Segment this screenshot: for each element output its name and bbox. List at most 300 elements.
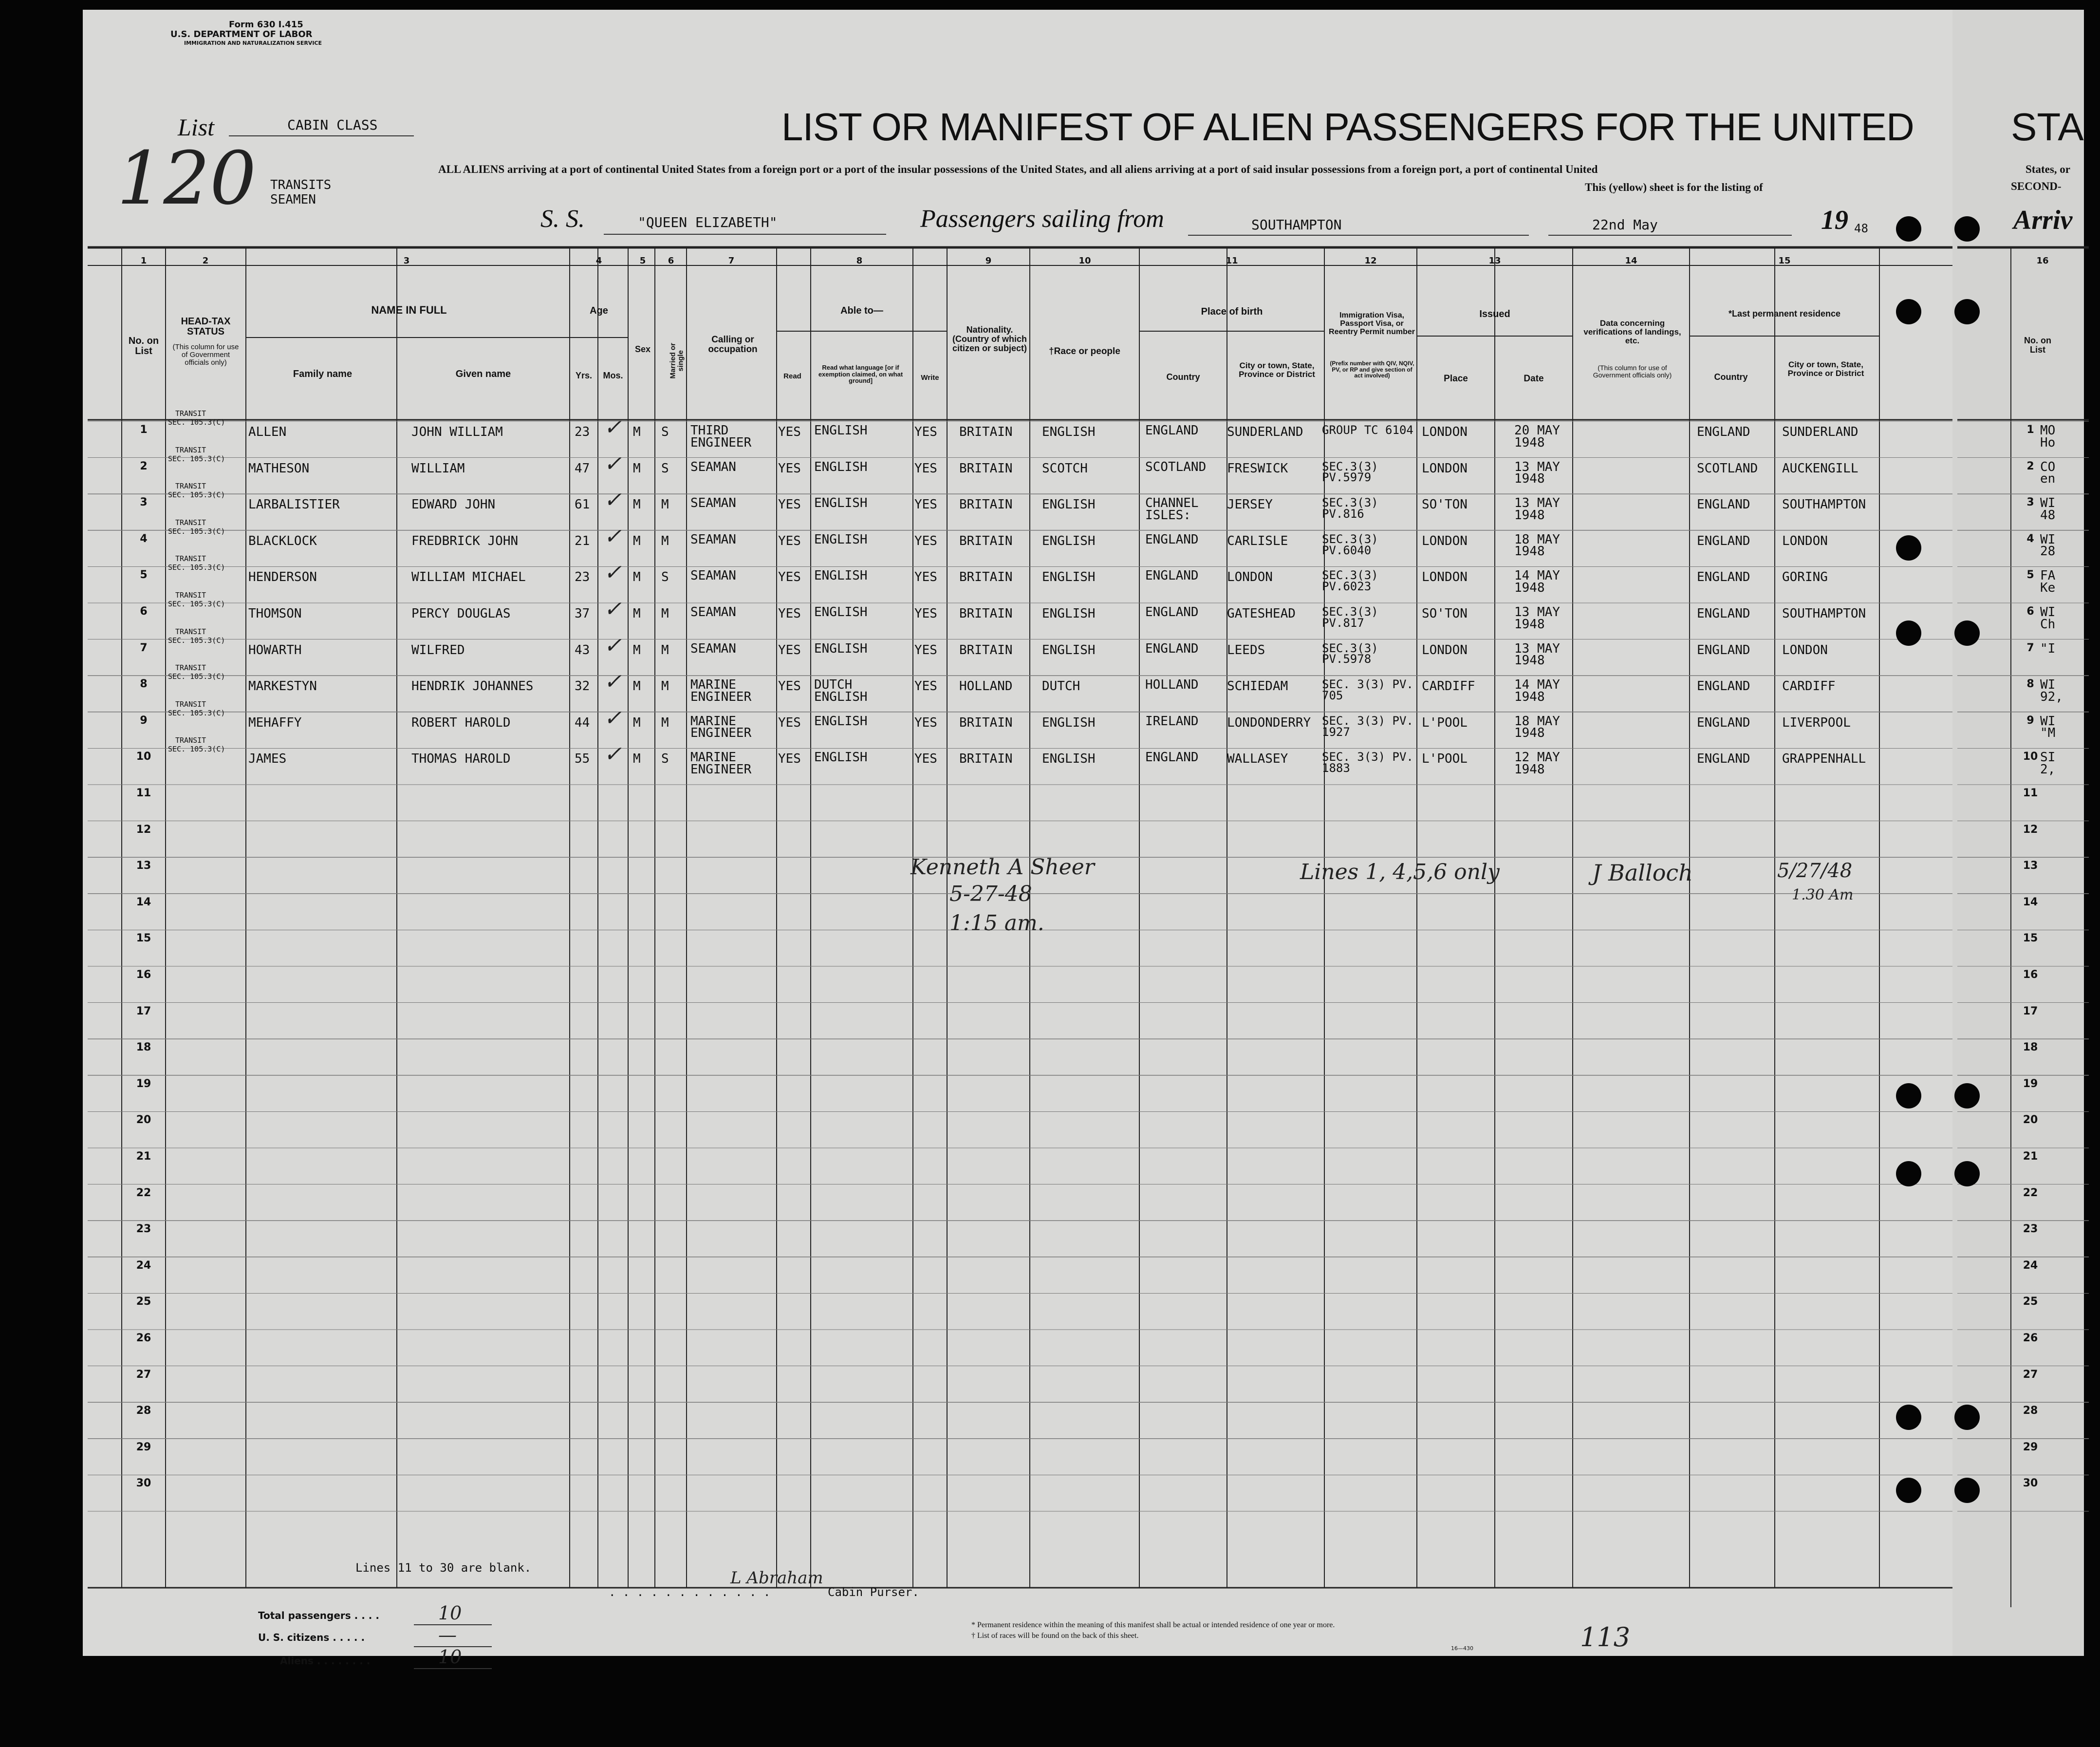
signature-2-time: 1.30 Am bbox=[1792, 886, 1854, 903]
row-number: 27 bbox=[2023, 1368, 2038, 1381]
port-underline bbox=[1188, 235, 1529, 236]
birth-country: SCOTLAND bbox=[1145, 459, 1207, 474]
nationality: BRITAIN bbox=[959, 533, 1013, 548]
marital-status: S bbox=[661, 751, 669, 767]
punch-hole bbox=[1954, 620, 1980, 646]
tax-section: SEC. 105.3(C) bbox=[168, 672, 225, 681]
marital-status: S bbox=[661, 570, 669, 585]
row-number: 14 bbox=[136, 896, 151, 908]
check-mark-icon: ✓ bbox=[604, 415, 622, 440]
residence-city: LIVERPOOL bbox=[1782, 715, 1851, 730]
residence-country: ENGLAND bbox=[1697, 497, 1750, 512]
birth-country: ENGLAND bbox=[1145, 641, 1199, 656]
given-name: WILLIAM MICHAEL bbox=[411, 570, 526, 585]
punch-hole bbox=[1954, 216, 1980, 242]
marital-status: M bbox=[661, 642, 669, 657]
list-underline bbox=[229, 135, 414, 136]
footnote-races: † List of races will be found on the back of this sheet. bbox=[971, 1632, 1139, 1640]
header-head-tax: HEAD-TAX STATUS bbox=[181, 316, 231, 337]
row-number: 20 bbox=[2023, 1114, 2038, 1127]
read-language: ENGLISH bbox=[814, 605, 868, 620]
birth-country: ENGLAND bbox=[1145, 568, 1199, 583]
row-number: 1 bbox=[2026, 424, 2034, 436]
race: DUTCH bbox=[1042, 679, 1080, 694]
ship-name: "QUEEN ELIZABETH" bbox=[638, 214, 778, 230]
family-name: BLACKLOCK bbox=[248, 533, 317, 548]
age-years: 61 bbox=[575, 497, 590, 512]
tax-status: TRANSIT bbox=[175, 699, 206, 709]
birth-city: JERSEY bbox=[1227, 497, 1273, 512]
header-sex: Sex bbox=[634, 344, 651, 354]
read-language: ENGLISH bbox=[814, 641, 868, 656]
row-number: 30 bbox=[136, 1477, 151, 1490]
row-number: 27 bbox=[136, 1368, 151, 1381]
birth-city: LONDON bbox=[1227, 570, 1273, 585]
tax-section: SEC. 105.3(C) bbox=[168, 636, 225, 645]
header-given-name: Given name bbox=[455, 369, 511, 379]
sailing-label: Passengers sailing from bbox=[920, 205, 1164, 233]
can-read: YES bbox=[778, 461, 801, 476]
sex: M bbox=[633, 751, 641, 767]
row-number: 29 bbox=[2023, 1441, 2038, 1453]
row-number: 11 bbox=[2023, 787, 2038, 799]
birth-city: WALLASEY bbox=[1227, 751, 1288, 767]
row-number: 28 bbox=[2023, 1405, 2038, 1417]
row-number: 23 bbox=[2023, 1223, 2038, 1236]
given-name: WILFRED bbox=[411, 642, 465, 657]
occupation: SEAMAN bbox=[690, 496, 736, 511]
subtitle-continued-1: States, or bbox=[2026, 163, 2070, 175]
header-verification: Data concerning verifications of landings, etc. bbox=[1583, 319, 1681, 345]
punch-hole bbox=[1896, 1161, 1921, 1186]
can-write: YES bbox=[914, 533, 937, 548]
row-number: 21 bbox=[136, 1150, 151, 1163]
page-title: LIST OR MANIFEST OF ALIEN PASSENGERS FOR THE UNITED bbox=[781, 105, 1914, 149]
row-number: 22 bbox=[136, 1186, 151, 1199]
given-name: JOHN WILLIAM bbox=[411, 425, 503, 439]
nationality: BRITAIN bbox=[959, 751, 1013, 767]
occupation: MARINE ENGINEER bbox=[690, 677, 752, 704]
issue-date: 13 MAY 1948 bbox=[1514, 605, 1560, 632]
can-write: YES bbox=[914, 425, 937, 439]
marital-status: M bbox=[661, 533, 669, 548]
header-no-on-list-2: No. on List bbox=[2024, 336, 2051, 355]
header-write: Write bbox=[921, 374, 939, 382]
check-mark-icon: ✓ bbox=[604, 669, 622, 695]
read-language: ENGLISH bbox=[814, 532, 868, 547]
birth-country: ENGLAND bbox=[1145, 532, 1199, 547]
blank-lines-note: Lines 11 to 30 are blank. bbox=[355, 1561, 532, 1575]
nationality: BRITAIN bbox=[959, 570, 1013, 585]
sex: M bbox=[633, 679, 641, 694]
row-number: 2 bbox=[140, 460, 148, 472]
check-mark-icon: ✓ bbox=[604, 597, 622, 621]
col16-partial: WI 92, bbox=[2040, 677, 2063, 704]
birth-country: IRELAND bbox=[1145, 714, 1199, 729]
header-married: Married or single bbox=[669, 343, 685, 379]
check-mark-icon: ✓ bbox=[604, 633, 622, 658]
aliens-underline bbox=[414, 1668, 492, 1669]
tax-status: TRANSIT bbox=[175, 482, 206, 491]
race: ENGLISH bbox=[1042, 497, 1096, 512]
column-number: 7 bbox=[728, 256, 735, 266]
visa-number: SEC. 3(3) PV. 705 bbox=[1322, 677, 1413, 702]
header-name-in-full: NAME IN FULL bbox=[371, 304, 447, 316]
row-number: 9 bbox=[2026, 714, 2034, 727]
department: U.S. DEPARTMENT OF LABOR bbox=[170, 29, 313, 39]
issue-date: 14 MAY 1948 bbox=[1514, 568, 1560, 596]
punch-hole bbox=[1954, 1083, 1980, 1108]
birth-city: LONDONDERRY bbox=[1227, 715, 1311, 730]
can-write: YES bbox=[914, 715, 937, 730]
inspector-date: 5-27-48 bbox=[949, 882, 1032, 906]
col16-partial: CO en bbox=[2040, 459, 2056, 487]
birth-country: HOLLAND bbox=[1145, 677, 1199, 693]
column-number: 14 bbox=[1625, 256, 1637, 266]
row-number: 3 bbox=[140, 496, 148, 509]
check-mark-icon: ✓ bbox=[604, 742, 622, 767]
read-language: DUTCH ENGLISH bbox=[814, 677, 868, 704]
row-number: 8 bbox=[140, 678, 148, 691]
issue-date: 18 MAY 1948 bbox=[1514, 532, 1560, 559]
punch-hole bbox=[1896, 535, 1921, 561]
header-no-on-list: No. on List bbox=[128, 336, 159, 357]
race: ENGLISH bbox=[1042, 425, 1096, 439]
header-age: Age bbox=[590, 305, 608, 316]
check-mark-icon: ✓ bbox=[604, 524, 622, 549]
can-write: YES bbox=[914, 461, 937, 476]
given-name: WILLIAM bbox=[411, 461, 465, 476]
issue-date: 12 MAY 1948 bbox=[1514, 750, 1560, 777]
row-number: 19 bbox=[136, 1077, 151, 1090]
inspector-name: Kenneth A Sheer bbox=[911, 855, 1095, 880]
aliens-label: Aliens . . . . . . . . bbox=[280, 1655, 371, 1667]
row-number: 17 bbox=[136, 1005, 151, 1017]
row-number: 16 bbox=[136, 969, 151, 981]
row-number: 2 bbox=[2026, 460, 2034, 472]
issue-place: LONDON bbox=[1422, 425, 1468, 439]
punch-hole bbox=[1896, 299, 1921, 324]
residence-city: SOUTHAMPTON bbox=[1782, 497, 1866, 512]
nationality: BRITAIN bbox=[959, 497, 1013, 512]
marital-status: M bbox=[661, 606, 669, 621]
total-passengers-label: Total passengers . . . . bbox=[258, 1610, 379, 1621]
year-suffix: 48 bbox=[1854, 222, 1868, 235]
row-number: 13 bbox=[2023, 860, 2038, 872]
occupation: SEAMAN bbox=[690, 605, 736, 620]
header-visa-note: (Prefix number with QIV, NQIV, PV, or RP and give section of act involved) bbox=[1330, 360, 1414, 379]
row-number: 26 bbox=[136, 1332, 151, 1344]
header-mos: Mos. bbox=[603, 371, 623, 380]
birth-city: SUNDERLAND bbox=[1227, 425, 1303, 439]
tax-status: TRANSIT bbox=[175, 663, 206, 673]
col16-partial: FA Ke bbox=[2040, 568, 2056, 596]
can-read: YES bbox=[778, 715, 801, 730]
occupation: SEAMAN bbox=[690, 568, 736, 583]
residence-country: ENGLAND bbox=[1697, 606, 1750, 621]
row-number: 12 bbox=[136, 823, 151, 836]
header-yrs: Yrs. bbox=[575, 371, 593, 380]
header-residence-country: Country bbox=[1714, 372, 1748, 382]
row-number: 11 bbox=[136, 787, 151, 799]
subtitle-line-1: ALL ALIENS arriving at a port of continental United States from a foreign port or a port of the insular possessions of the United States, and all aliens arriving at a port of said insular possessions from a foreign port, a port of continental United bbox=[438, 163, 1598, 175]
occupation: SEAMAN bbox=[690, 459, 736, 474]
purser-signature: L Abraham bbox=[730, 1568, 823, 1588]
age-years: 21 bbox=[575, 533, 590, 548]
given-name: HENDRIK JOHANNES bbox=[411, 679, 534, 694]
col16-partial: WI 48 bbox=[2040, 496, 2056, 523]
row-number: 23 bbox=[136, 1223, 151, 1236]
marital-status: M bbox=[661, 679, 669, 694]
read-language: ENGLISH bbox=[814, 568, 868, 583]
row-number: 24 bbox=[136, 1259, 151, 1272]
col16-partial: "I bbox=[2040, 641, 2056, 656]
row-number: 1 bbox=[140, 424, 148, 436]
punch-hole bbox=[1954, 1478, 1980, 1503]
occupation: SEAMAN bbox=[690, 532, 736, 547]
row-number: 19 bbox=[2023, 1077, 2038, 1090]
ship-underline bbox=[604, 234, 886, 235]
residence-city: SOUTHAMPTON bbox=[1782, 606, 1866, 621]
column-number: 8 bbox=[856, 256, 863, 266]
nationality: BRITAIN bbox=[959, 461, 1013, 476]
column-number: 6 bbox=[668, 256, 674, 266]
date-underline bbox=[1548, 235, 1792, 236]
sailing-date: 22nd May bbox=[1592, 217, 1658, 233]
row-number: 16 bbox=[2023, 969, 2038, 981]
given-name: ROBERT HAROLD bbox=[411, 715, 511, 730]
occupation: SEAMAN bbox=[690, 641, 736, 656]
visa-number: SEC.3(3) PV.5978 bbox=[1322, 641, 1378, 666]
residence-country: ENGLAND bbox=[1697, 570, 1750, 585]
can-read: YES bbox=[778, 425, 801, 439]
check-mark-icon: ✓ bbox=[604, 560, 622, 585]
family-name: MEHAFFY bbox=[248, 715, 302, 730]
read-language: ENGLISH bbox=[814, 714, 868, 729]
header-able-to: Able to— bbox=[840, 305, 883, 316]
issue-date: 14 MAY 1948 bbox=[1514, 677, 1560, 704]
row-number: 24 bbox=[2023, 1259, 2038, 1272]
read-language: ENGLISH bbox=[814, 423, 868, 438]
column-number: 9 bbox=[985, 256, 992, 266]
visa-number: SEC.3(3) PV.5979 bbox=[1322, 459, 1378, 485]
can-read: YES bbox=[778, 497, 801, 512]
sex: M bbox=[633, 715, 641, 730]
check-mark-icon: ✓ bbox=[604, 488, 622, 513]
header-nationality: Nationality. (Country of which citizen or subject) bbox=[952, 325, 1027, 353]
can-read: YES bbox=[778, 642, 801, 657]
birth-city: LEEDS bbox=[1227, 642, 1265, 657]
list-value: CABIN CLASS bbox=[287, 117, 378, 133]
punch-hole bbox=[1954, 299, 1980, 324]
row-number: 5 bbox=[2026, 569, 2034, 582]
header-read-language: Read what language [or if exemption claimed, on what ground] bbox=[818, 364, 903, 385]
age-years: 55 bbox=[575, 751, 590, 767]
birth-country: CHANNEL ISLES: bbox=[1145, 496, 1199, 523]
row-number: 15 bbox=[2023, 932, 2038, 945]
arriving-continued: Arriv bbox=[2013, 205, 2073, 235]
age-years: 37 bbox=[575, 606, 590, 621]
family-name: HENDERSON bbox=[248, 570, 317, 585]
subtitle-continued-2: SECOND- bbox=[2011, 180, 2062, 192]
nationality: BRITAIN bbox=[959, 715, 1013, 730]
col16-partial: WI 28 bbox=[2040, 532, 2056, 559]
birth-city: SCHIEDAM bbox=[1227, 679, 1288, 694]
occupation: MARINE ENGINEER bbox=[690, 714, 752, 741]
header-issued-place: Place bbox=[1444, 374, 1468, 384]
sex: M bbox=[633, 533, 641, 548]
sailing-port: SOUTHAMPTON bbox=[1251, 217, 1342, 233]
row-number: 13 bbox=[136, 860, 151, 872]
nationality: BRITAIN bbox=[959, 642, 1013, 657]
family-name: HOWARTH bbox=[248, 642, 302, 657]
header-verification-note: (This column for use of Government officials only) bbox=[1593, 364, 1672, 379]
column-number: 15 bbox=[1778, 256, 1791, 266]
row-number: 18 bbox=[2023, 1041, 2038, 1054]
read-language: ENGLISH bbox=[814, 496, 868, 511]
row-number: 9 bbox=[140, 714, 148, 727]
print-code: 16—430 bbox=[1451, 1645, 1473, 1652]
header-birth-city: City or town, State, Province or District bbox=[1239, 361, 1315, 379]
age-years: 23 bbox=[575, 570, 590, 585]
can-write: YES bbox=[914, 679, 937, 694]
can-read: YES bbox=[778, 679, 801, 694]
year-prefix: 19 bbox=[1821, 205, 1848, 235]
column-number: 1 bbox=[140, 256, 147, 266]
signature-2-date: 5/27/48 bbox=[1777, 860, 1853, 882]
punch-hole bbox=[1954, 1405, 1980, 1430]
race: ENGLISH bbox=[1042, 570, 1096, 585]
occupation: THIRD ENGINEER bbox=[690, 423, 752, 450]
race: ENGLISH bbox=[1042, 715, 1096, 730]
column-number: 4 bbox=[595, 256, 602, 266]
row-number: 25 bbox=[136, 1296, 151, 1308]
header-last-residence: *Last permanent residence bbox=[1728, 309, 1841, 319]
race: ENGLISH bbox=[1042, 533, 1096, 548]
visa-number: SEC. 3(3) PV. 1927 bbox=[1322, 714, 1413, 739]
issue-place: SO'TON bbox=[1422, 606, 1468, 621]
lines-note: Lines 1, 4,5,6 only bbox=[1300, 860, 1500, 884]
visa-number: SEC.3(3) PV.6023 bbox=[1322, 568, 1378, 594]
race: ENGLISH bbox=[1042, 751, 1096, 767]
ss-label: S. S. bbox=[540, 205, 585, 233]
column-number: 16 bbox=[2036, 256, 2049, 266]
birth-country: ENGLAND bbox=[1145, 750, 1199, 765]
purser-dots: . . . . . . . . . . . . bbox=[609, 1585, 771, 1599]
can-write: YES bbox=[914, 497, 937, 512]
age-years: 43 bbox=[575, 642, 590, 657]
row-number: 25 bbox=[2023, 1296, 2038, 1308]
birth-country: ENGLAND bbox=[1145, 423, 1199, 438]
issue-place: LONDON bbox=[1422, 570, 1468, 585]
row-number: 18 bbox=[136, 1041, 151, 1054]
col16-partial: WI "M bbox=[2040, 714, 2056, 741]
residence-city: SUNDERLAND bbox=[1782, 425, 1858, 439]
marital-status: M bbox=[661, 497, 669, 512]
row-number: 5 bbox=[140, 569, 148, 582]
sex: M bbox=[633, 461, 641, 476]
issue-place: L'POOL bbox=[1422, 751, 1468, 767]
residence-city: LONDON bbox=[1782, 642, 1828, 657]
occupation: MARINE ENGINEER bbox=[690, 750, 752, 777]
header-race: †Race or people bbox=[1049, 346, 1120, 357]
us-citizens-label: U. S. citizens . . . . . bbox=[258, 1632, 365, 1643]
family-name: MATHESON bbox=[248, 461, 310, 476]
given-name: EDWARD JOHN bbox=[411, 497, 496, 512]
residence-country: ENGLAND bbox=[1697, 533, 1750, 548]
row-number: 30 bbox=[2023, 1477, 2038, 1490]
can-write: YES bbox=[914, 751, 937, 767]
residence-city: LONDON bbox=[1782, 533, 1828, 548]
aliens-value: 10 bbox=[438, 1646, 462, 1668]
row-number: 3 bbox=[2026, 496, 2034, 509]
inspector-time: 1:15 am. bbox=[949, 911, 1044, 936]
marital-status: S bbox=[661, 425, 669, 439]
row-number: 8 bbox=[2026, 678, 2034, 691]
tax-section: SEC. 105.3(C) bbox=[168, 490, 225, 500]
punch-hole bbox=[1896, 1478, 1921, 1503]
row-number: 6 bbox=[2026, 605, 2034, 618]
sex: M bbox=[633, 642, 641, 657]
issue-place: LONDON bbox=[1422, 461, 1468, 476]
column-number: 3 bbox=[403, 256, 410, 266]
tax-section: SEC. 105.3(C) bbox=[168, 600, 225, 608]
row-number: 26 bbox=[2023, 1332, 2038, 1344]
issue-place: LONDON bbox=[1422, 642, 1468, 657]
row-number: 4 bbox=[140, 532, 148, 545]
visa-number: SEC.3(3) PV.6040 bbox=[1322, 532, 1378, 557]
issue-date: 13 MAY 1948 bbox=[1514, 496, 1560, 523]
tax-section: SEC. 105.3(C) bbox=[168, 418, 225, 427]
header-residence-city: City or town, State, Province or District bbox=[1787, 360, 1864, 378]
issue-place: SO'TON bbox=[1422, 497, 1468, 512]
punch-hole bbox=[1954, 1161, 1980, 1186]
issue-date: 13 MAY 1948 bbox=[1514, 641, 1560, 668]
given-name: FREDBRICK JOHN bbox=[411, 533, 519, 548]
header-read: Read bbox=[783, 372, 801, 380]
transits-label: TRANSITS bbox=[270, 178, 332, 192]
tax-section: SEC. 105.3(C) bbox=[168, 454, 225, 463]
family-name: MARKESTYN bbox=[248, 679, 317, 694]
nationality: HOLLAND bbox=[959, 679, 1013, 694]
subtitle-line-2: This (yellow) sheet is for the listing of bbox=[1585, 181, 1763, 193]
issue-date: 13 MAY 1948 bbox=[1514, 459, 1560, 487]
residence-country: ENGLAND bbox=[1697, 751, 1750, 767]
col16-partial: SI 2, bbox=[2040, 750, 2056, 777]
family-name: THOMSON bbox=[248, 606, 302, 621]
row-number: 28 bbox=[136, 1405, 151, 1417]
visa-number: SEC.3(3) PV.817 bbox=[1322, 605, 1378, 630]
punch-hole bbox=[1896, 1083, 1921, 1108]
residence-country: ENGLAND bbox=[1697, 715, 1750, 730]
residence-country: ENGLAND bbox=[1697, 642, 1750, 657]
race: SCOTCH bbox=[1042, 461, 1088, 476]
visa-number: SEC.3(3) PV.816 bbox=[1322, 496, 1378, 521]
nationality: BRITAIN bbox=[959, 606, 1013, 621]
punch-hole bbox=[1896, 620, 1921, 646]
tax-section: SEC. 105.3(C) bbox=[168, 526, 225, 536]
punch-hole bbox=[1896, 216, 1921, 242]
tax-status: TRANSIT bbox=[175, 627, 206, 636]
residence-city: CARDIFF bbox=[1782, 679, 1836, 694]
row-number: 17 bbox=[2023, 1005, 2038, 1017]
purser-label: Cabin Purser. bbox=[828, 1585, 919, 1599]
given-name: PERCY DOUGLAS bbox=[411, 606, 511, 621]
given-name: THOMAS HAROLD bbox=[411, 751, 511, 767]
sex: M bbox=[633, 606, 641, 621]
row-number: 7 bbox=[2026, 641, 2034, 654]
issue-place: CARDIFF bbox=[1422, 679, 1475, 694]
